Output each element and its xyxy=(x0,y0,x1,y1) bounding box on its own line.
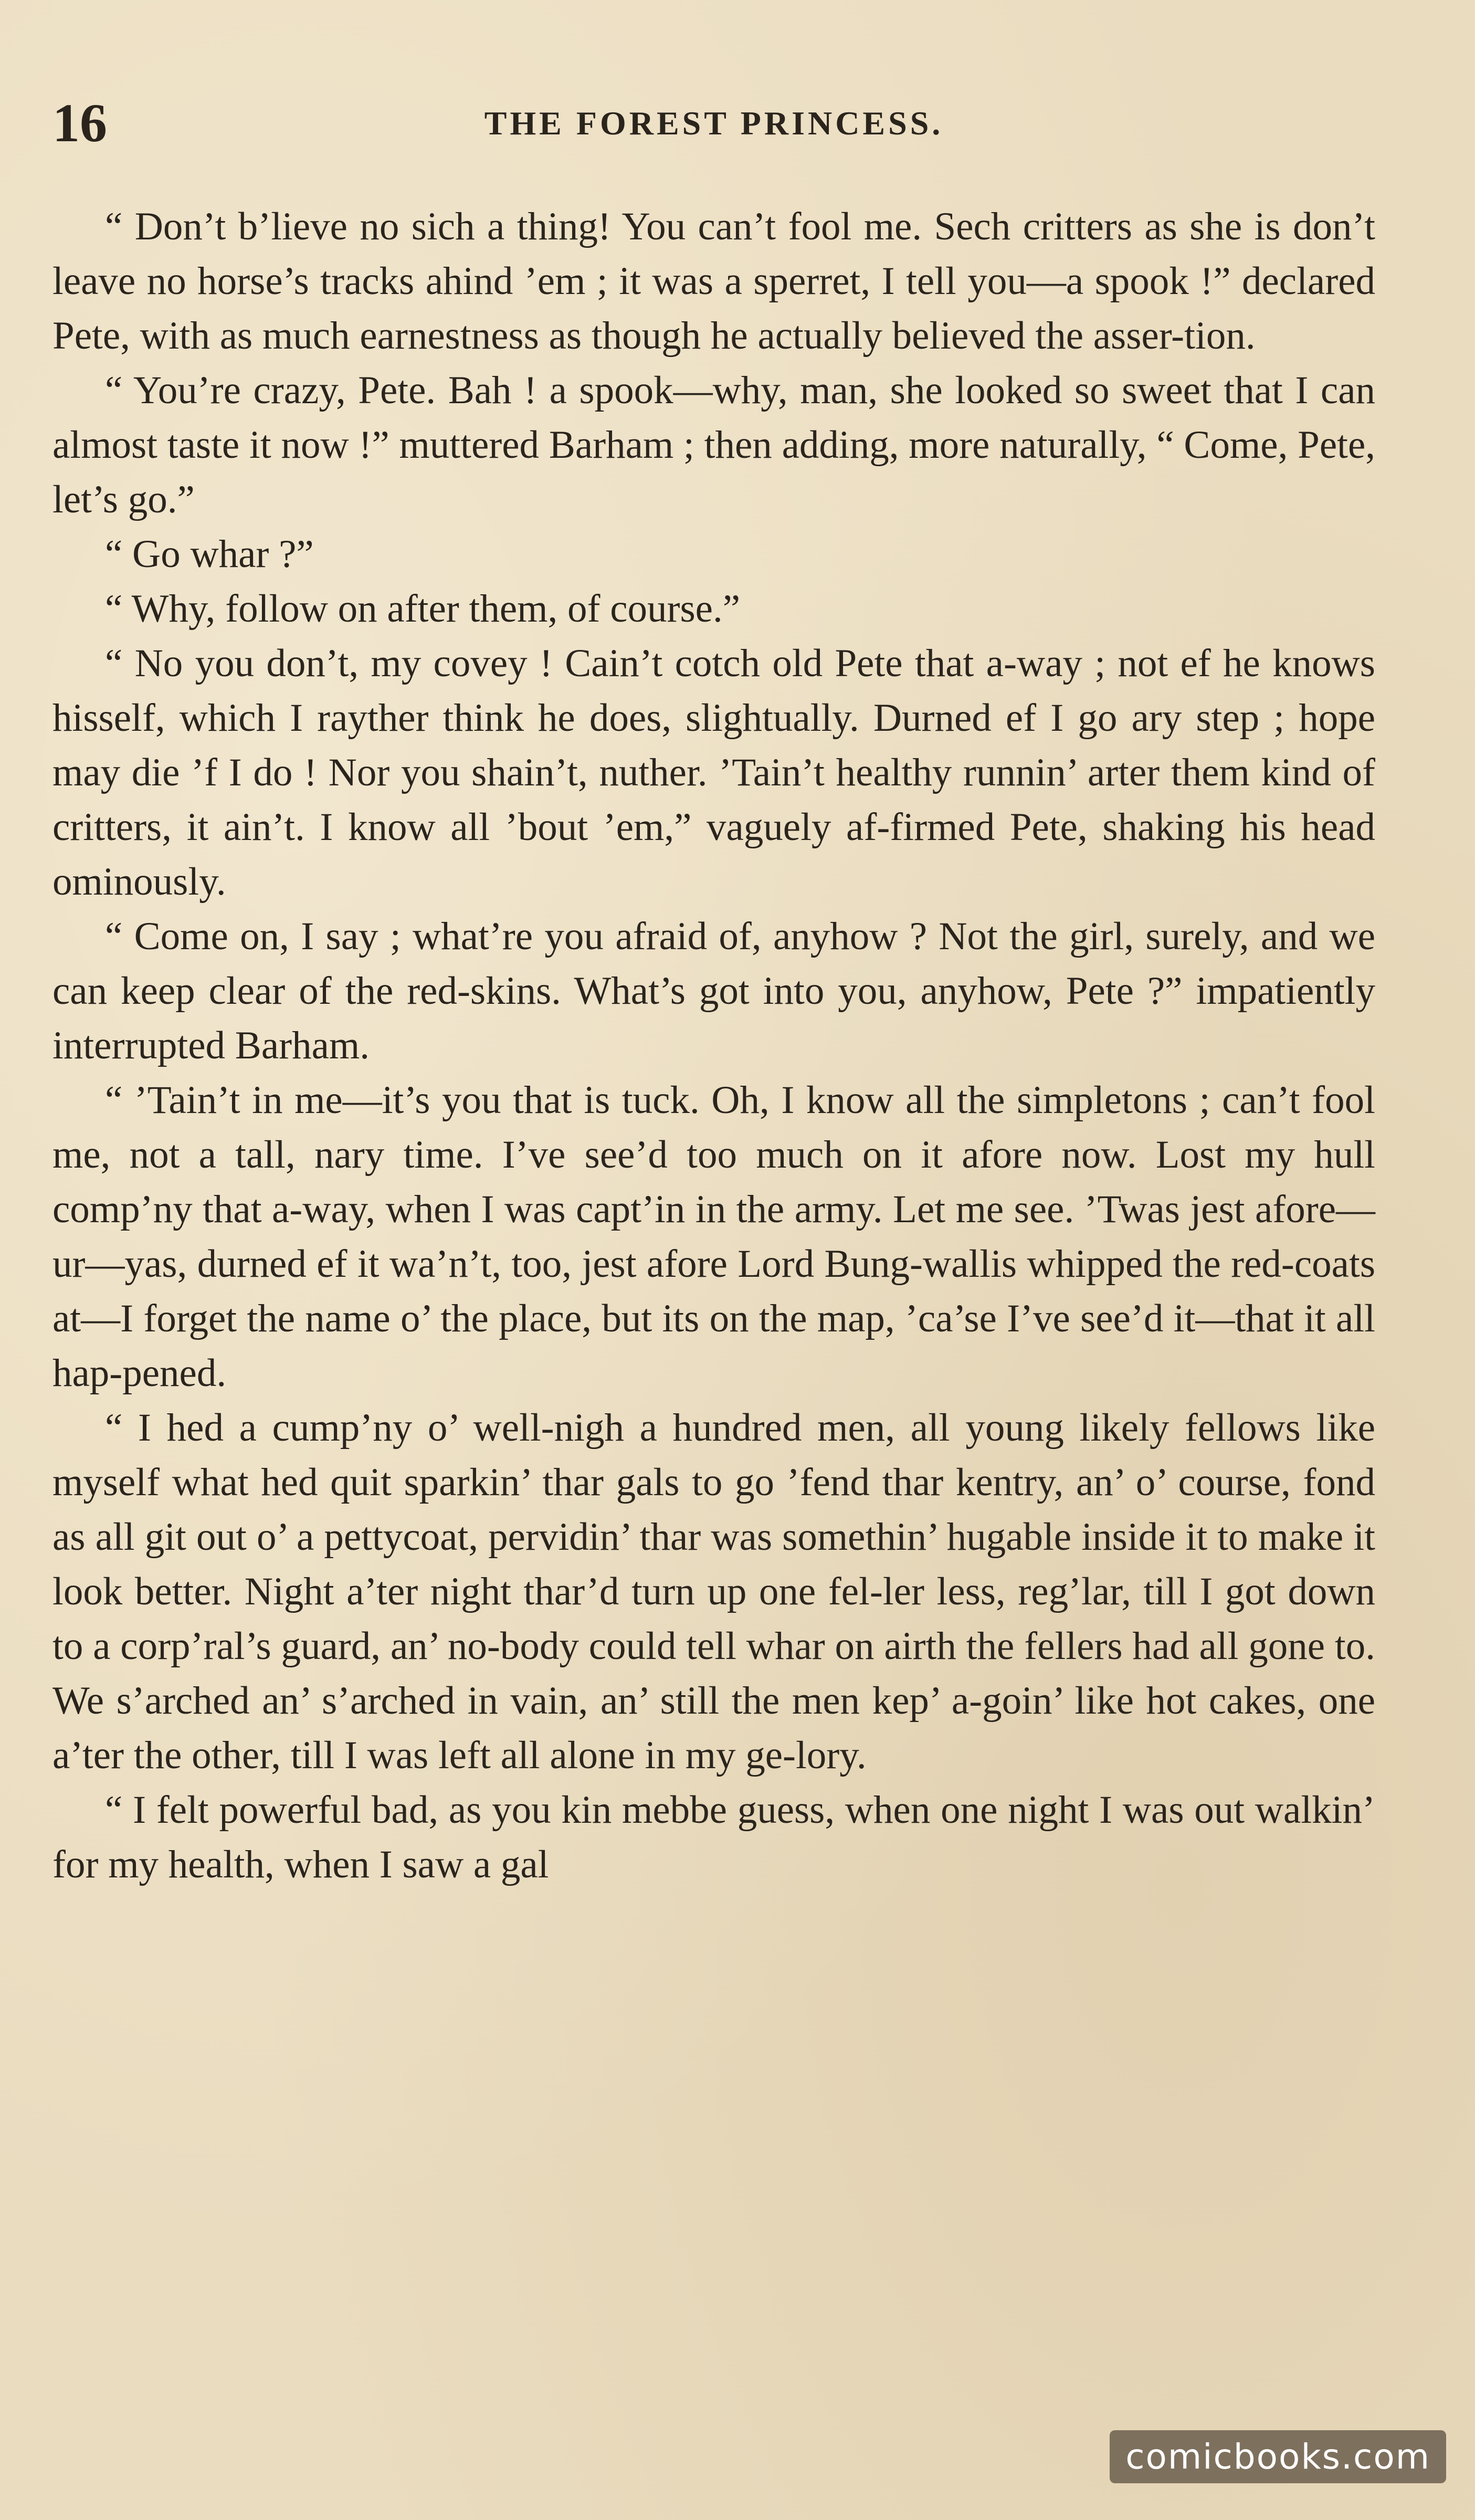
paragraph: “ I felt powerful bad, as you kin mebbe guess, when one night I was out walkin’ for my health, when I saw a gal xyxy=(52,1788,1375,1886)
paragraph: “ Why, follow on after them, of course.” xyxy=(105,587,740,631)
paragraph: “ Come on, I say ; what’re you afraid of, anyhow ? Not the girl, surely, and we can keep clear of the red-skins. What’s got into you, anyhow, Pete ?” impatiently interrupted Barham. xyxy=(52,915,1375,1067)
body-text xyxy=(52,200,1375,1892)
paragraph: “ Don’t b’lieve no sich a thing! You can’t fool me. Sech critters as she is don’t leave no horse’s tracks ahind ’em ; it was a sperret, I tell you—a spook !” declared Pete, with as much earnestness as though he actually believed the asser-tion. xyxy=(52,205,1375,358)
paragraph: “ You’re crazy, Pete. Bah ! a spook—why, man, she looked so sweet that I can almost taste it now !” muttered Barham ; then adding, more naturally, “ Come, Pete, let’s go.” xyxy=(52,369,1375,521)
paragraph: “ I hed a cump’ny o’ well-nigh a hundred men, all young likely fellows like myself what hed quit sparkin’ thar gals to go ’fend thar kentry, an’ o’ course, fond as all git out o’ a pettycoat, pervidin’ thar was somethin’ hugable inside it to make it look better. Night a’ter night thar’d turn up one fel-ler less, reg’lar, till I got down to a corp’ral’s guard, an’ no-body could tell whar on airth the fellers had all gone to. We s’arched an’ s’arched in vain, an’ still the men kep’ a-goin’ like hot cakes, one a’ter the other, till I was left all alone in my ge-lory. xyxy=(52,1406,1375,1777)
paragraph: “ ’Tain’t in me—it’s you that is tuck. Oh, I know all the simpletons ; can’t fool me, not a tall, nary time. I’ve see’d too much on it afore now. Lost my hull comp’ny that a-way, when I was capt’in in the army. Let me see. ’Twas jest afore—ur—yas, durned ef it wa’n’t, too, jest afore Lord Bung-wallis whipped the red-coats at—I forget the name o’ the place, but its on the map, ’ca’se I’ve see’d it—that it all hap-pened. xyxy=(52,1078,1375,1395)
page-header xyxy=(52,87,1375,160)
watermark: comicbooks.com xyxy=(1110,2430,1446,2483)
paragraph: “ No you don’t, my covey ! Cain’t cotch old Pete that a-way ; not ef he knows hisself, which I rayther think he does, slightually. Durned ef I go ary step ; hope may die ’f I do ! Nor you shain’t, nuther. ’Tain’t healthy runnin’ arter them kind of critters, it ain’t. I know all ’bout ’em,” vaguely af-firmed Pete, shaking his head ominously. xyxy=(52,642,1375,904)
paragraph: “ Go whar ?” xyxy=(105,532,314,576)
running-title: THE FOREST PRINCESS. xyxy=(484,104,944,142)
page-number: 16 xyxy=(52,93,107,153)
